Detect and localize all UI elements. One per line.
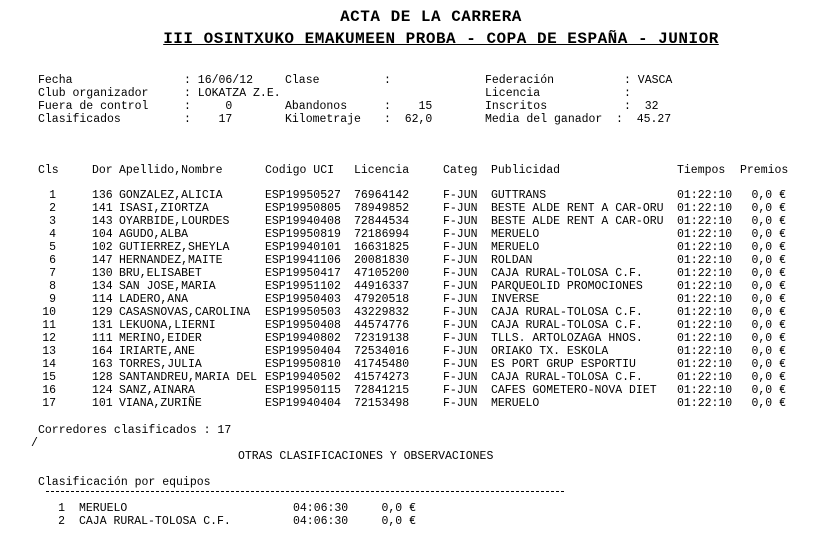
cell-premio: 0,0 € — [751, 280, 786, 293]
cell-premio: 0,0 € — [751, 319, 786, 332]
cell-cls: 17 — [42, 397, 56, 410]
cell-cls: 9 — [49, 293, 56, 306]
cell-licencia: 72534016 — [354, 345, 410, 358]
cell-dor: 147 — [92, 254, 113, 267]
club-label: Club organizador — [38, 87, 149, 100]
cell-tiempo: 01:22:10 — [677, 384, 733, 397]
cell-nombre: LEKUONA,LIERNI — [119, 319, 216, 332]
cell-categ: F-JUN — [443, 306, 478, 319]
inscritos-value: : 32 — [624, 100, 659, 113]
cell-premio: 0,0 € — [751, 267, 786, 280]
cell-licencia: 72844534 — [354, 215, 410, 228]
table-row — [0, 293, 834, 306]
cell-cls: 12 — [42, 332, 56, 345]
cell-licencia: 44574776 — [354, 319, 410, 332]
cell-dor: 141 — [92, 202, 113, 215]
federacion-label: Federación — [485, 74, 555, 87]
table-row — [0, 319, 834, 332]
licencia-label: Licencia — [485, 87, 541, 100]
cell-tiempo: 01:22:10 — [677, 241, 733, 254]
table-row — [0, 280, 834, 293]
cell-uci: ESP19940802 — [265, 332, 341, 345]
col-tiempos: Tiempos — [677, 164, 726, 177]
cell-tiempo: 01:22:10 — [677, 267, 733, 280]
cell-premio: 0,0 € — [751, 293, 786, 306]
col-cls: Cls — [38, 164, 59, 177]
cell-publicidad: CAJA RURAL-TOLOSA C.F. — [491, 319, 643, 332]
cell-uci: ESP19950527 — [265, 189, 341, 202]
table-row — [0, 228, 834, 241]
cell-publicidad: ORIAKO TX. ESKOLA — [491, 345, 609, 358]
cell-licencia: 78949852 — [354, 202, 410, 215]
cell-publicidad: CAFES GOMETERO-NOVA DIET — [491, 384, 657, 397]
equipo-nombre: CAJA RURAL-TOLOSA C.F. — [79, 515, 231, 528]
cell-dor: 101 — [92, 397, 113, 410]
cell-publicidad: CAJA RURAL-TOLOSA C.F. — [491, 267, 643, 280]
abandonos-label: Abandonos — [285, 100, 348, 113]
cell-cls: 6 — [49, 254, 56, 267]
cell-tiempo: 01:22:10 — [677, 254, 733, 267]
col-categ: Categ — [443, 164, 478, 177]
cell-cls: 14 — [42, 358, 56, 371]
cell-cls: 15 — [42, 371, 56, 384]
otras-clasificaciones: OTRAS CLASIFICACIONES Y OBSERVACIONES — [238, 450, 494, 463]
cell-dor: 164 — [92, 345, 113, 358]
cell-dor: 131 — [92, 319, 113, 332]
cell-dor: 129 — [92, 306, 113, 319]
table-row — [0, 332, 834, 345]
cell-tiempo: 01:22:10 — [677, 306, 733, 319]
cell-uci: ESP19950403 — [265, 293, 341, 306]
cell-nombre: HERNANDEZ,MAITE — [119, 254, 223, 267]
col-uci: Codigo UCI — [265, 164, 335, 177]
cell-tiempo: 01:22:10 — [677, 332, 733, 345]
cell-tiempo: 01:22:10 — [677, 319, 733, 332]
clasificados-value: : 17 — [184, 113, 233, 126]
cell-licencia: 41745480 — [354, 358, 410, 371]
cell-publicidad: TLLS. ARTOLOZAGA HNOS. — [491, 332, 643, 345]
cell-premio: 0,0 € — [751, 254, 786, 267]
cell-categ: F-JUN — [443, 358, 478, 371]
cell-categ: F-JUN — [443, 345, 478, 358]
cell-tiempo: 01:22:10 — [677, 202, 733, 215]
cell-dor: 163 — [92, 358, 113, 371]
cell-premio: 0,0 € — [751, 306, 786, 319]
cell-dor: 134 — [92, 280, 113, 293]
cell-premio: 0,0 € — [751, 241, 786, 254]
cell-cls: 11 — [42, 319, 56, 332]
col-licencia: Licencia — [354, 164, 410, 177]
cell-dor: 124 — [92, 384, 113, 397]
cell-categ: F-JUN — [443, 371, 478, 384]
clasificados-label: Clasificados — [38, 113, 121, 126]
cell-publicidad: PARQUEOLID PROMOCIONES — [491, 280, 643, 293]
cell-categ: F-JUN — [443, 397, 478, 410]
page-title: ACTA DE LA CARRERA — [340, 8, 522, 26]
cell-categ: F-JUN — [443, 280, 478, 293]
cell-nombre: GUTIERREZ,SHEYLA — [119, 241, 230, 254]
cell-dor: 136 — [92, 189, 113, 202]
cell-nombre: SANTANDREU,MARIA DEL — [119, 371, 258, 384]
table-row — [0, 267, 834, 280]
slash-mark: / — [31, 437, 38, 450]
cell-uci: ESP19940101 — [265, 241, 341, 254]
cell-uci: ESP19951102 — [265, 280, 341, 293]
cell-premio: 0,0 € — [751, 215, 786, 228]
kilometraje-label: Kilometraje — [285, 113, 361, 126]
clase-label: Clase — [285, 74, 320, 87]
cell-categ: F-JUN — [443, 384, 478, 397]
cell-dor: 104 — [92, 228, 113, 241]
cell-cls: 5 — [49, 241, 56, 254]
cell-dor: 111 — [92, 332, 113, 345]
media-label: Media del ganador — [485, 113, 603, 126]
cell-nombre: ISASI,ZIORTZA — [119, 202, 209, 215]
cell-licencia: 72841215 — [354, 384, 410, 397]
table-row — [0, 215, 834, 228]
cell-uci: ESP19941106 — [265, 254, 341, 267]
cell-nombre: LADERO,ANA — [119, 293, 189, 306]
table-row — [0, 397, 834, 410]
cell-tiempo: 01:22:10 — [677, 280, 733, 293]
cell-premio: 0,0 € — [751, 384, 786, 397]
col-publicidad: Publicidad — [491, 164, 561, 177]
fuera-value: : 0 — [184, 100, 233, 113]
cell-premio: 0,0 € — [751, 397, 786, 410]
cell-categ: F-JUN — [443, 241, 478, 254]
cell-categ: F-JUN — [443, 332, 478, 345]
equipo-pos: 1 — [58, 502, 65, 515]
cell-tiempo: 01:22:10 — [677, 228, 733, 241]
table-row — [0, 371, 834, 384]
cell-publicidad: MERUELO — [491, 228, 540, 241]
cell-publicidad: ES PORT GRUP ESPORTIU — [491, 358, 636, 371]
cell-publicidad: ROLDAN — [491, 254, 533, 267]
cell-uci: ESP19950805 — [265, 202, 341, 215]
cell-publicidad: INVERSE — [491, 293, 540, 306]
cell-nombre: VIANA,ZURIÑE — [119, 397, 202, 410]
col-dor: Dor — [92, 164, 113, 177]
cell-tiempo: 01:22:10 — [677, 345, 733, 358]
equipo-pos: 2 — [58, 515, 65, 528]
cell-premio: 0,0 € — [751, 358, 786, 371]
cell-cls: 1 — [49, 189, 56, 202]
cell-dor: 128 — [92, 371, 113, 384]
cell-tiempo: 01:22:10 — [677, 215, 733, 228]
cell-uci: ESP19950404 — [265, 345, 341, 358]
cell-publicidad: GUTTRANS — [491, 189, 547, 202]
cell-licencia: 44916337 — [354, 280, 410, 293]
cell-cls: 8 — [49, 280, 56, 293]
cell-tiempo: 01:22:10 — [677, 358, 733, 371]
cell-licencia: 20081830 — [354, 254, 410, 267]
table-row — [0, 189, 834, 202]
equipo-tiempo: 04:06:30 — [293, 502, 349, 515]
cell-nombre: GONZALEZ,ALICIA — [119, 189, 223, 202]
equipos-title: Clasificación por equipos — [38, 476, 211, 489]
cell-publicidad: MERUELO — [491, 397, 540, 410]
cell-cls: 7 — [49, 267, 56, 280]
equipo-row — [0, 515, 834, 528]
cell-categ: F-JUN — [443, 254, 478, 267]
cell-dor: 102 — [92, 241, 113, 254]
col-premios: Premios — [740, 164, 789, 177]
cell-tiempo: 01:22:10 — [677, 397, 733, 410]
cell-premio: 0,0 € — [751, 228, 786, 241]
results-header — [0, 164, 834, 177]
cell-nombre: MERINO,EIDER — [119, 332, 202, 345]
cell-nombre: AGUDO,ALBA — [119, 228, 189, 241]
federacion-value: : VASCA — [624, 74, 673, 87]
cell-publicidad: MERUELO — [491, 241, 540, 254]
club-value: : LOKATZA Z.E. — [184, 87, 281, 100]
table-row — [0, 345, 834, 358]
cell-licencia: 43229832 — [354, 306, 410, 319]
inscritos-label: Inscritos — [485, 100, 548, 113]
cell-categ: F-JUN — [443, 202, 478, 215]
cell-categ: F-JUN — [443, 189, 478, 202]
cell-cls: 10 — [42, 306, 56, 319]
equipo-premio: 0,0 € — [381, 502, 416, 515]
equipo-nombre: MERUELO — [79, 502, 128, 515]
cell-categ: F-JUN — [443, 215, 478, 228]
divider — [46, 491, 564, 492]
cell-tiempo: 01:22:10 — [677, 293, 733, 306]
table-row — [0, 306, 834, 319]
cell-nombre: SANZ,AINARA — [119, 384, 195, 397]
clase-value: : — [384, 74, 391, 87]
equipo-tiempo: 04:06:30 — [293, 515, 349, 528]
media-value: : 45.27 — [616, 113, 672, 126]
cell-uci: ESP19950810 — [265, 358, 341, 371]
cell-tiempo: 01:22:10 — [677, 189, 733, 202]
fuera-label: Fuera de control — [38, 100, 149, 113]
race-title — [24, 30, 834, 48]
cell-nombre: BRU,ELISABET — [119, 267, 202, 280]
cell-publicidad: BESTE ALDE RENT A CAR-ORU — [491, 202, 664, 215]
cell-nombre: CASASNOVAS,CAROLINA — [119, 306, 251, 319]
cell-licencia: 72319138 — [354, 332, 410, 345]
cell-nombre: TORRES,JULIA — [119, 358, 202, 371]
cell-publicidad: CAJA RURAL-TOLOSA C.F. — [491, 306, 643, 319]
cell-cls: 13 — [42, 345, 56, 358]
cell-licencia: 47105200 — [354, 267, 410, 280]
cell-uci: ESP19940404 — [265, 397, 341, 410]
cell-uci: ESP19950408 — [265, 319, 341, 332]
cell-licencia: 72153498 — [354, 397, 410, 410]
fecha-value: : 16/06/12 — [184, 74, 254, 87]
table-row — [0, 254, 834, 267]
race-title-text: III OSINTXUKO EMAKUMEEN PROBA - COPA DE ESPAÑA - JUNIOR — [163, 30, 719, 48]
cell-nombre: OYARBIDE,LOURDES — [119, 215, 230, 228]
cell-premio: 0,0 € — [751, 371, 786, 384]
cell-cls: 3 — [49, 215, 56, 228]
fecha-label: Fecha — [38, 74, 73, 87]
cell-licencia: 47920518 — [354, 293, 410, 306]
cell-premio: 0,0 € — [751, 189, 786, 202]
equipo-row — [0, 502, 834, 515]
corredores-clasificados: Corredores clasificados : 17 — [38, 424, 232, 437]
cell-categ: F-JUN — [443, 267, 478, 280]
abandonos-value: : 15 — [384, 100, 433, 113]
cell-licencia: 72186994 — [354, 228, 410, 241]
cell-uci: ESP19950417 — [265, 267, 341, 280]
cell-cls: 2 — [49, 202, 56, 215]
table-row — [0, 358, 834, 371]
cell-licencia: 16631825 — [354, 241, 410, 254]
cell-premio: 0,0 € — [751, 202, 786, 215]
cell-cls: 4 — [49, 228, 56, 241]
cell-publicidad: BESTE ALDE RENT A CAR-ORU — [491, 215, 664, 228]
cell-nombre: IRIARTE,ANE — [119, 345, 195, 358]
cell-uci: ESP19940502 — [265, 371, 341, 384]
cell-cls: 16 — [42, 384, 56, 397]
cell-categ: F-JUN — [443, 293, 478, 306]
cell-uci: ESP19950503 — [265, 306, 341, 319]
cell-dor: 143 — [92, 215, 113, 228]
equipo-premio: 0,0 € — [381, 515, 416, 528]
cell-categ: F-JUN — [443, 319, 478, 332]
cell-publicidad: CAJA RURAL-TOLOSA C.F. — [491, 371, 643, 384]
cell-dor: 130 — [92, 267, 113, 280]
cell-tiempo: 01:22:10 — [677, 371, 733, 384]
cell-uci: ESP19950819 — [265, 228, 341, 241]
cell-licencia: 76964142 — [354, 189, 410, 202]
col-nombre: Apellido,Nombre — [119, 164, 223, 177]
cell-licencia: 41574273 — [354, 371, 410, 384]
kilometraje-value: : 62,0 — [384, 113, 433, 126]
cell-dor: 114 — [92, 293, 113, 306]
cell-uci: ESP19950115 — [265, 384, 341, 397]
cell-categ: F-JUN — [443, 228, 478, 241]
licencia-value: : — [624, 87, 631, 100]
table-row — [0, 241, 834, 254]
cell-premio: 0,0 € — [751, 345, 786, 358]
cell-uci: ESP19940408 — [265, 215, 341, 228]
table-row — [0, 202, 834, 215]
cell-premio: 0,0 € — [751, 332, 786, 345]
cell-nombre: SAN JOSE,MARIA — [119, 280, 216, 293]
table-row — [0, 384, 834, 397]
